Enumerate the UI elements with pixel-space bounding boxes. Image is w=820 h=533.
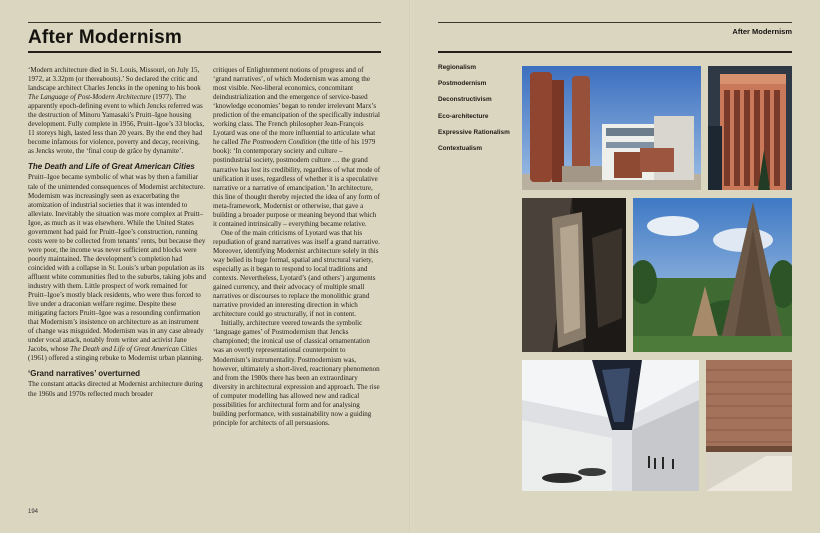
style-tag: Postmodernism — [438, 80, 487, 88]
top-rule-left — [28, 22, 381, 23]
text-column-2 — [213, 66, 381, 428]
page-title: After Modernism — [28, 27, 182, 48]
page-number: 194 — [28, 509, 39, 515]
photo-eco-architecture — [633, 198, 792, 352]
style-tag: Regionalism — [438, 64, 476, 71]
photo-white-interior — [522, 360, 699, 491]
subheading: ‘Grand narratives’ overturned — [28, 369, 141, 379]
title-rule-right — [438, 51, 792, 53]
paragraph: The constant attacks directed at Modernist architecture during the 1960s and 1970s reflected much broader — [28, 380, 203, 398]
style-tag: Expressive Rationalism — [438, 128, 510, 136]
paragraph: One of the main criticisms of Lyotard was that his repudiation of grand narratives was itself a grand narrative. Moreover, identifying Modernist architecture solely in this way belied its huge formal, spatial and structural variety, especially as it began to respond to local traditions and contexts. Nevertheless, Lyotard’s (and others’) arguments gained currency, and their advocacy of multiple small narratives or discourses to replace the monolithic grand narrative provided an interesting direction in which architecture could go structurally, if not in content. — [213, 228, 380, 319]
running-title: After Modernism — [732, 27, 792, 36]
text-column-1 — [28, 66, 206, 399]
top-rule-right — [438, 22, 792, 23]
title-rule-left — [28, 51, 381, 53]
style-tag: Deconstructivism — [438, 96, 492, 104]
style-tag: Eco-architecture — [438, 112, 489, 120]
gutter — [409, 0, 411, 533]
photo-brick-building — [706, 360, 792, 491]
photo-postmodern-building — [522, 66, 701, 190]
photo-deconstructivist-interior — [522, 198, 626, 352]
paragraph: critiques of Enlightenment notions of progress and of ‘grand narratives’, of which Modernism was among the most visible. Neo-liberal economics, concomitant deindustrialization and the emergence of service-based ‘knowledge economies’ began to render irrelevant Marx’s prediction of the emancipation of the specifically industrial working class. The French philosopher Jean-François Lyotard was one of the more influential to articulate what he called The Postmodern Condition (the title of his 1979 book): ‘In contemporary society and culture – postindustrial society, postmodern culture … the grand narrative has lost its credibility, regardless of what mode of unification it uses, regardless of whether it is a speculative narrative or a narrative of emancipation.’ In architecture, this line of thought thereby rejected the idea of any form of meta-framework, Modernist or otherwise, that gave a building a broader purpose or meaning beyond that which it contained intrinsically – everything became relative. — [213, 66, 381, 228]
style-tag: Contextualism — [438, 144, 483, 152]
style-tag-list — [438, 64, 518, 161]
subheading: The Death and Life of Great American Cities — [28, 162, 195, 172]
photo-orange-tower — [708, 66, 792, 190]
paragraph: ‘Modern architecture died in St. Louis, Missouri, on July 15, 1972, at 3.32pm (or thereabouts).’ So declared the critic and landscape architect Charles Jencks in the opening to his book The Language of Post-Modern Architecture (1977). The apparently epoch-defining event to which Jencks referred was the destruction of Minoru Yamasaki’s Pruitt–Igoe housing development. Fully complete in 1956, Pruitt–Igoe’s 33 blocks, 11 storeys high, lasted less than 20 years. By the end they had become infamous for violence, poverty and decay, receiving, as Jencks wrote, the ‘final coup de grâce by dynamite’. — [28, 66, 205, 156]
paragraph: Initially, architecture veered towards the symbolic ‘language games’ of Postmodernism that Jencks championed; the ironical use of classical ornamentation was an overtly representational counterpoint to Modernism’s instrumentality. Postmodernism was, however, ultimately a short-lived, reactionary phenomenon and from the 1980s there has been an extraordinary diversity in architectural expression and approach. The rise of computer modelling has allowed new and radical possibilities for architectural form and for analysing building performance, with sustainability now a guiding principle for architects of all persuasions. — [213, 319, 380, 427]
paragraph: Pruitt–Igoe became symbolic of what was by then a familiar tale of the unintended consequences of Modernist architecture. Modernism was increasingly seen as exacerbating the atomization of industrial societies that it was intended to alleviate. Inevitably the situation was more complex at Pruitt–Igoe, as much as it was elsewhere. While the United States government had paid for Pruitt–Igoe’s construction, running costs were to be collected from tenants’ rents, but because they were poor, the income was never sufficient and blocks were poorly maintained. The development’s completion had coincided with a collapse in St. Louis’s urban population as its affluent white communities fled to the suburbs, taking jobs and industry with them. Little prospect of work remained for Pruitt–Igoe’s mostly black residents, who were thus forced to live under a draconian welfare regime. Despite these mitigating factors Pruitt–Igoe was a resounding confirmation that Modernism’s insistence on architecture as an instrument of change was misguided. Modernism was in any case already under vocal attack, notably from writer and activist Jane Jacobs, whose The Death and Life of Great American Cities (1961) offered a stinging rebuke to Modernist urban planning. — [28, 173, 206, 363]
